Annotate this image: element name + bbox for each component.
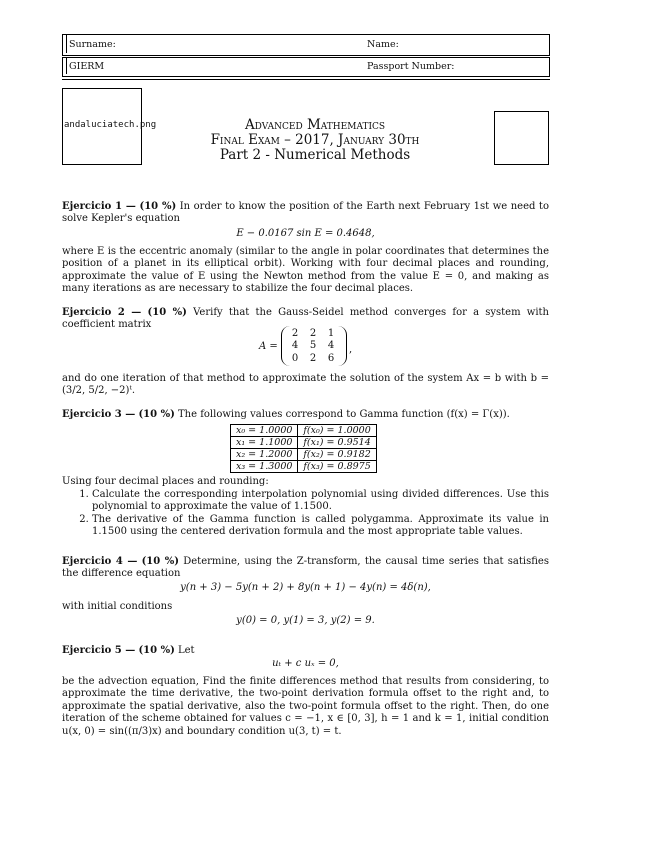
exercise-2-weight: (10 %) [147, 307, 187, 318]
matrix-cell: 1 [327, 328, 335, 339]
exercise-4-conditions: y(0) = 0, y(1) = 3, y(2) = 9. [236, 615, 375, 626]
exercise-5-text1: Let [178, 645, 195, 656]
exercise-4-intro [62, 556, 549, 581]
table-cell: f(x₁) = 0.9514 [298, 437, 376, 449]
header-rule [62, 79, 550, 80]
exercise-2-text1: Verify that the Gauss-Seidel method converges for a system with coefficient matrix [62, 307, 549, 331]
exercise-1-text1: In order to know the position of the Earth next February 1st we need to solve Kepler's equation [62, 201, 549, 225]
exercise-4-equation: y(n + 3) − 5y(n + 2) + 8y(n + 1) − 4y(n) = 4δ(n), [180, 582, 431, 593]
matrix-right-bracket [338, 326, 347, 366]
table-row [231, 449, 377, 461]
header-row-2-inner [66, 58, 548, 74]
exercise-1-weight: (10 %) [139, 201, 177, 212]
gamma-values-table [230, 424, 377, 473]
exercise-3-text1: The following values correspond to Gamma function (f(x) = Γ(x)). [178, 409, 510, 420]
exercise-3-intro [62, 409, 549, 421]
list-item: 1. Calculate the corresponding interpolation polynomial using divided differences. Use this polynomial to approximate the value of 1.1500. [92, 489, 549, 514]
exercise-3-text2: Using four decimal places and rounding: [62, 476, 269, 487]
exercise-4-text2: with initial conditions [62, 601, 173, 612]
matrix-cell: 0 [291, 352, 299, 364]
title-line-2: Final Exam – 2017, January 30th [210, 132, 420, 148]
table-row [231, 425, 377, 437]
exercise-4-weight: (10 %) [141, 556, 179, 567]
exercise-3-weight: (10 %) [138, 409, 175, 420]
exercise-1-head: Ejercicio 1 — [62, 201, 136, 212]
header-row-2 [62, 57, 550, 77]
surname-label: Surname: [69, 39, 116, 50]
list-item: 2. The derivative of the Gamma function is called polygamma. Approximate its value in 1.1500 using the centered derivation formula and the most appropriate table values. [92, 514, 549, 539]
exercise-1-equation: E − 0.0167 sin E = 0.4648, [236, 228, 375, 239]
header-row-1 [62, 34, 550, 56]
table-cell: x₃ = 1.3000 [231, 461, 298, 473]
exercise-5-weight: (10 %) [138, 645, 175, 656]
exercise-3-head: Ejercicio 3 — [62, 409, 136, 420]
table-cell: f(x₂) = 0.9182 [298, 449, 376, 461]
matrix-cell: 2 [309, 352, 317, 364]
matrix-cell: 6 [327, 352, 335, 364]
exercise-2-text2: and do one iteration of that method to approximate the solution of the system Ax = b with b = (3/2, 5/2, −2)ᵗ. [62, 373, 549, 397]
table-cell: x₂ = 1.2000 [231, 449, 298, 461]
degree-label: GIERM [69, 61, 105, 72]
exercise-2-head: Ejercicio 2 — [62, 307, 142, 318]
title-line-3: Part 2 - Numerical Methods [219, 147, 411, 163]
matrix-a [286, 328, 340, 365]
stamp-box [494, 111, 549, 165]
exercise-1-intro [62, 201, 549, 226]
exercise-4-text1: Determine, using the Z-transform, the causal time series that satisfies the difference equation [62, 556, 549, 580]
table-cell: f(x₀) = 1.0000 [298, 425, 376, 437]
exercise-5-head: Ejercicio 5 — [62, 645, 136, 656]
exercise-4-head: Ejercicio 4 — [62, 556, 138, 567]
exercise-3-list [62, 489, 549, 539]
matrix-cell: 2 [309, 328, 317, 339]
table-cell: x₁ = 1.1000 [231, 437, 298, 449]
matrix-label: A = [259, 341, 278, 352]
table-cell: x₀ = 1.0000 [231, 425, 298, 437]
title-line-1: Advanced Mathematics [244, 117, 386, 133]
matrix-tail: , [349, 344, 353, 355]
passport-label: Passport Number: [367, 61, 455, 72]
exercise-5-intro [62, 645, 549, 657]
name-label: Name: [367, 39, 399, 50]
matrix-cell: 2 [291, 328, 299, 339]
logo-filename: andaluciatech.png [64, 120, 157, 130]
header-row-1-inner [66, 35, 548, 53]
matrix-cell: 5 [309, 340, 317, 352]
table-row [231, 461, 377, 473]
exercise-5-equation: uₜ + c uₓ = 0, [272, 658, 339, 669]
exercise-1-text2: where E is the eccentric anomaly (similar to the angle in polar coordinates that determines the position of a planet in its elliptical orbit). Working with four decimal places and rounding, approximate the value of E using the Newton method from the value E = 0, and making as many iterations as are necessary to stabilize the four decimal places. [62, 246, 549, 295]
matrix-cell: 4 [327, 340, 335, 352]
matrix-cell: 4 [291, 340, 299, 352]
table-row [231, 437, 377, 449]
exercise-5-text2: be the advection equation, Find the finite differences method that results from considering, to approximate the time derivative, the two-point derivation formula offset to the right and, to approximate the spatial derivative, also the two-point formula offset to the right. Then, do one iteration of the scheme obtained for values c = −1, x ∈ [0, 3], h = 1 and k = 1, initial condition u(x, 0) = sin((π/3)x) and boundary condition u(3, t) = t. [62, 676, 549, 737]
table-cell: f(x₃) = 0.8975 [298, 461, 376, 473]
